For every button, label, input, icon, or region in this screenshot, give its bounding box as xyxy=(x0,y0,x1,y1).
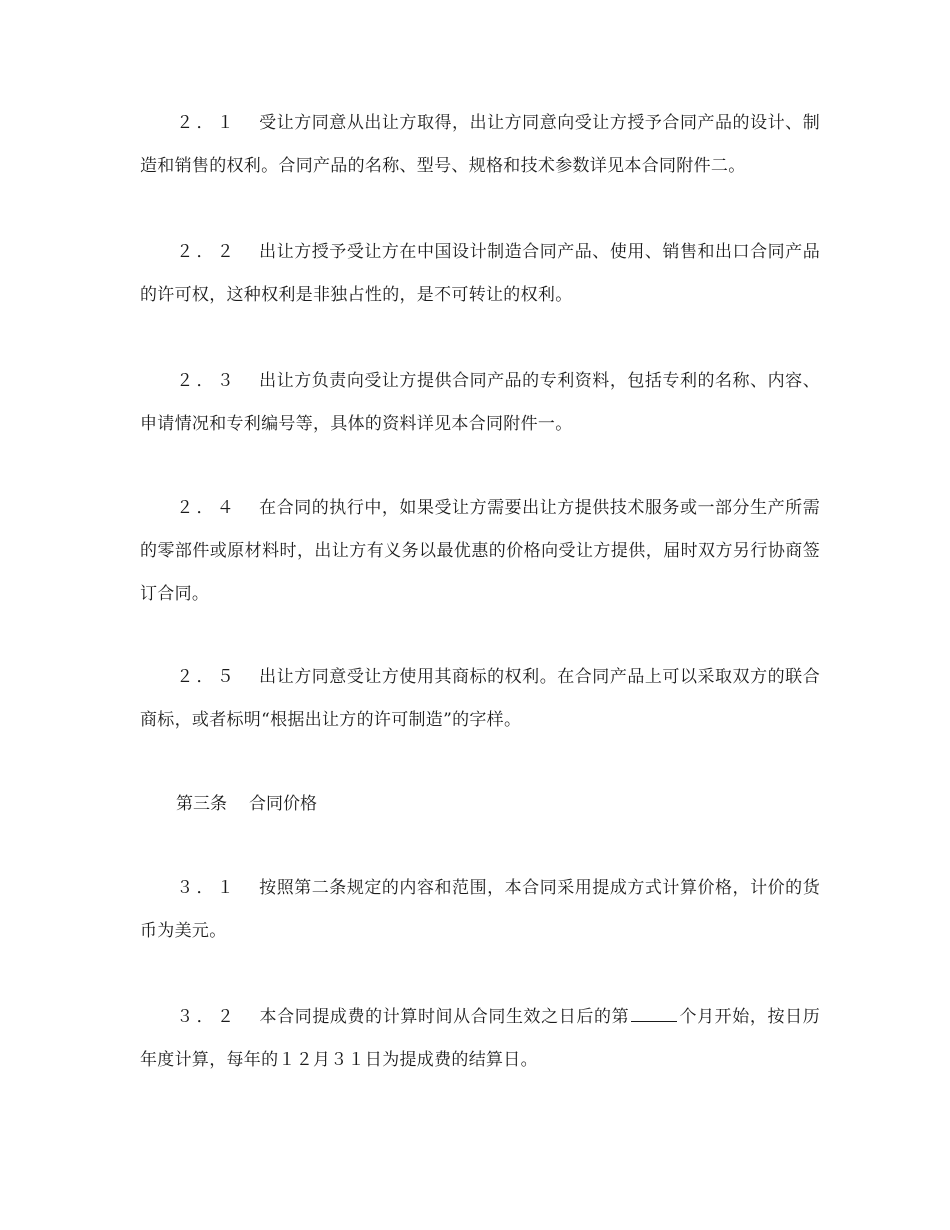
clause-number: ２．３ xyxy=(176,371,237,391)
clause-text-after: 个月开始，按日历年度计算，每年的１２月３１日为提成费的结算日。 xyxy=(140,1007,820,1070)
clause-text: 出让方负责向受让方提供合同产品的专利资料，包括专利的名称、内容、申请情况和专利编号等，具体的资料详见本合同附件一。 xyxy=(140,371,820,434)
clause-text: 出让方同意受让方使用其商标的权利。在合同产品上可以采取双方的联合商标，或者标明“根据出让方的许可制造”的字样。 xyxy=(140,667,820,730)
clause-text: 在合同的执行中，如果受让方需要出让方提供技术服务或一部分生产所需的零部件或原材料时，出让方有义务以最优惠的价格向受让方提供，届时双方另行协商签订合同。 xyxy=(140,498,820,604)
clause-2-5 xyxy=(140,656,820,742)
article-title: 第三条 xyxy=(176,794,227,814)
clause-2-1 xyxy=(140,102,820,188)
clause-2-2 xyxy=(140,231,820,317)
clause-text: 出让方授予受让方在中国设计制造合同产品、使用、销售和出口合同产品的许可权，这种权利是非独占性的，是不可转让的权利。 xyxy=(140,242,820,305)
clause-2-3 xyxy=(140,360,820,446)
article-subtitle: 合同价格 xyxy=(249,794,317,814)
clause-3-1 xyxy=(140,867,820,953)
clause-number: ２．４ xyxy=(176,498,237,518)
clause-text-before: 本合同提成费的计算时间从合同生效之日后的第 xyxy=(259,1007,630,1027)
clause-number: ３．１ xyxy=(176,878,237,898)
clause-text: 按照第二条规定的内容和范围，本合同采用提成方式计算价格，计价的货币为美元。 xyxy=(140,878,820,941)
clause-2-4 xyxy=(140,487,820,616)
clause-number: ２．５ xyxy=(176,667,237,687)
article-heading xyxy=(176,783,317,826)
clause-text: 受让方同意从出让方取得，出让方同意向受让方授予合同产品的设计、制造和销售的权利。合同产品的名称、型号、规格和技术参数详见本合同附件二。 xyxy=(140,113,820,176)
clause-number: ２．１ xyxy=(176,113,237,133)
fill-in-blank xyxy=(631,1003,677,1022)
clause-number: ２．２ xyxy=(176,242,237,262)
clause-number: ３．２ xyxy=(176,1007,238,1027)
clause-3-2 xyxy=(140,996,820,1082)
